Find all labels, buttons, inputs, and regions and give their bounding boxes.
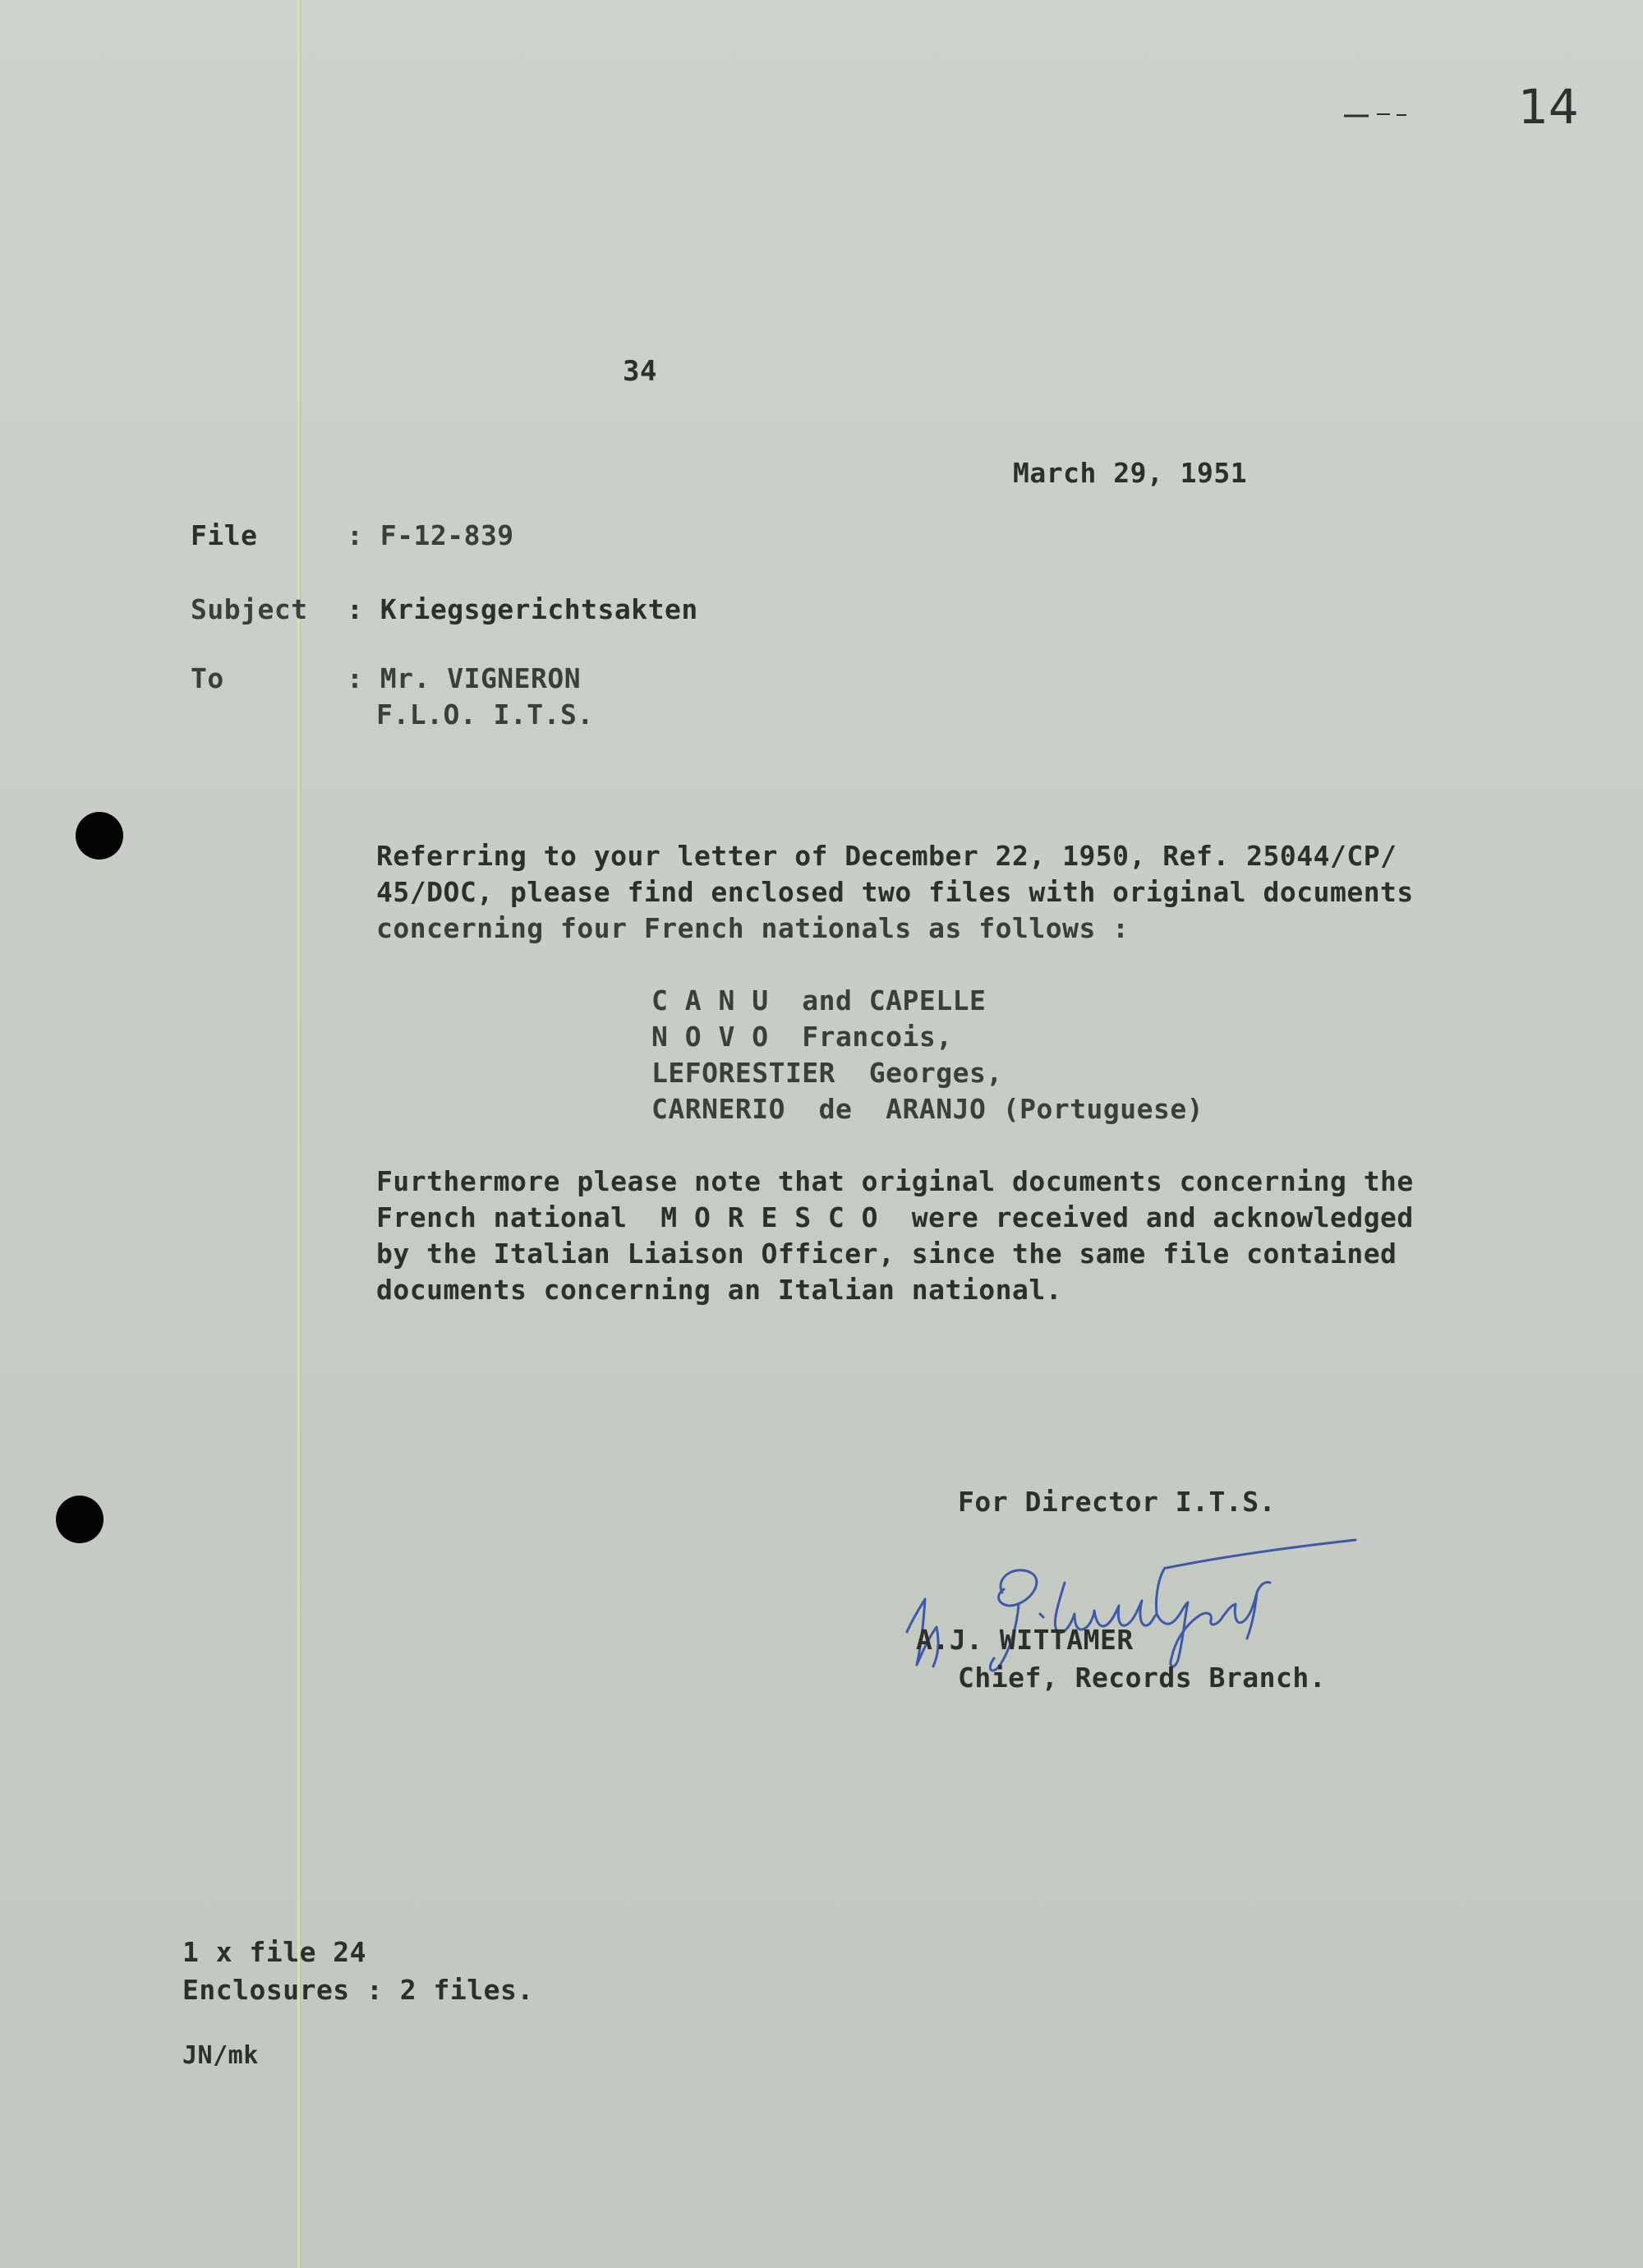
subject-label: Subject (191, 593, 308, 625)
to-recipient-office: F.L.O. I.T.S. (376, 698, 594, 731)
file-label: File (191, 519, 258, 551)
paragraph-line: French national M O R E S C O were received and acknowledged (376, 1201, 1414, 1233)
paragraph-line: documents concerning an Italian national. (376, 1274, 1063, 1306)
signatory-title: Chief, Records Branch. (958, 1662, 1327, 1694)
letter-date: March 29, 1951 (1013, 457, 1248, 489)
name-entry: N O V O Francois, (651, 1021, 953, 1053)
sheet-number: 34 (623, 355, 657, 388)
paragraph-line: concerning four French nationals as follows : (376, 912, 1130, 944)
paragraph-line: by the Italian Liaison Officer, since the same file contained (376, 1238, 1397, 1270)
typist-initials: JN/mk (182, 2041, 259, 2070)
punch-hole-upper (76, 812, 123, 860)
enclosure-file-count: 1 x file 24 (182, 1936, 367, 1968)
name-entry: LEFORESTIER Georges, (651, 1057, 1003, 1089)
to-recipient: : Mr. VIGNERON (347, 662, 582, 694)
paragraph-line: Furthermore please note that original documents concerning the (376, 1165, 1414, 1197)
subject-value: : Kriegsgerichtsakten (347, 593, 698, 625)
signature-for-line: For Director I.T.S. (958, 1486, 1276, 1518)
page-number: 14 (1518, 79, 1579, 135)
name-entry: C A N U and CAPELLE (651, 984, 987, 1016)
to-label: To (191, 662, 224, 694)
paragraph-line: Referring to your letter of December 22, 1950, Ref. 25044/CP/ (376, 840, 1397, 872)
punch-hole-lower (56, 1496, 104, 1543)
signatory-name: A.J. WITTAMER (916, 1624, 1134, 1656)
stamp-mark-icon (1344, 112, 1426, 120)
fold-line (297, 0, 300, 2268)
paragraph-line: 45/DOC, please find enclosed two files with original documents (376, 876, 1414, 908)
enclosures-line: Enclosures : 2 files. (182, 1974, 534, 2006)
file-value: : F-12-839 (347, 519, 514, 551)
name-entry: CARNERIO de ARANJO (Portuguese) (651, 1093, 1204, 1125)
